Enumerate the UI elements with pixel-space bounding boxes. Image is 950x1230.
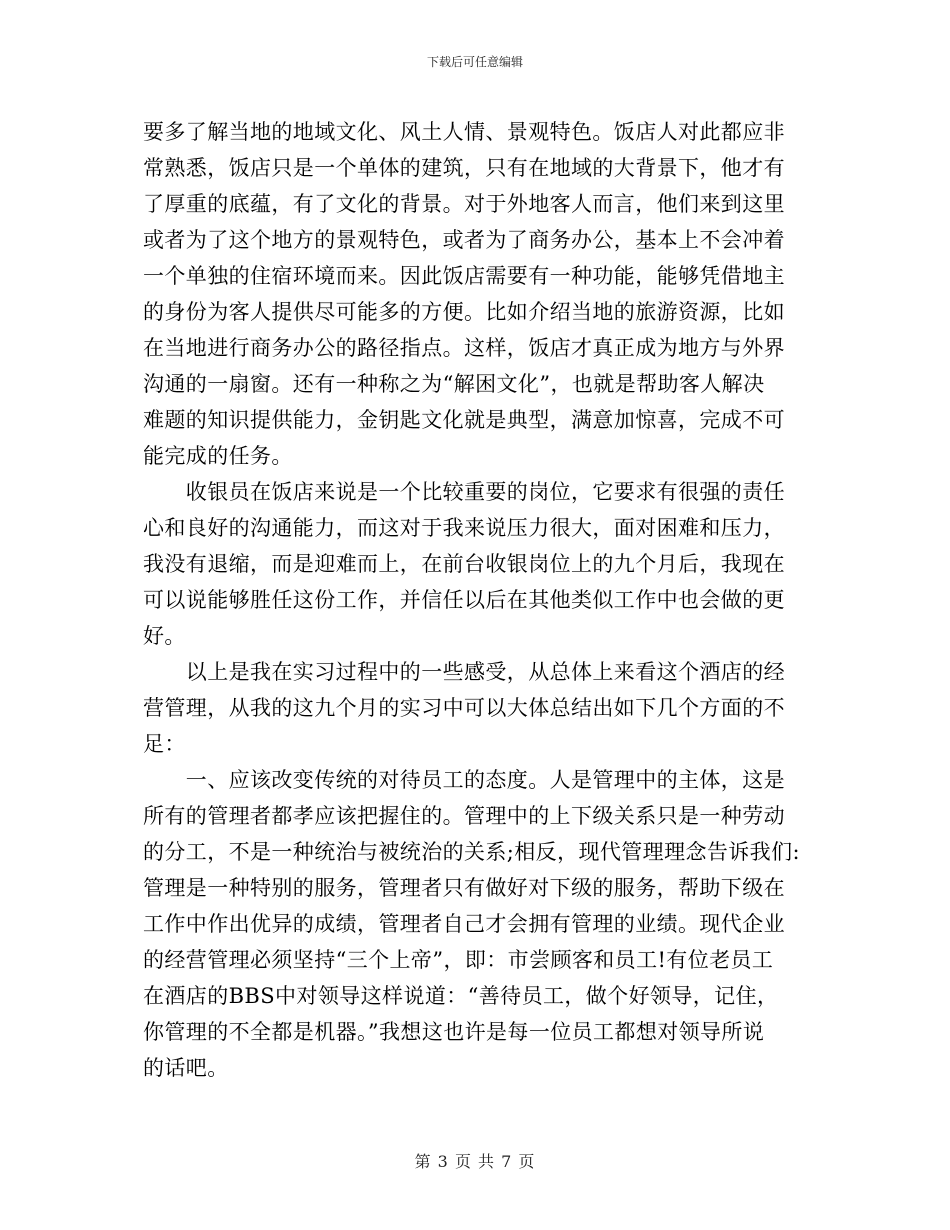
text-line: 在酒店的BBS中对领导这样说道：“善待员工，做个好领导，记住， xyxy=(143,984,779,1008)
text-line: 以上是我在实习过程中的一些感受，从总体上来看这个酒店的经 xyxy=(143,660,785,684)
text-line: 难题的知识提供能力，金钥匙文化就是典型，满意加惊喜，完成不可 xyxy=(143,408,785,432)
text-line: 或者为了这个地方的景观特色，或者为了商务办公，基本上不会冲着 xyxy=(143,228,785,252)
text-line: 常熟悉，饭店只是一个单体的建筑，只有在地域的大背景下，他才有 xyxy=(143,156,785,180)
text-line: 在当地进行商务办公的路径指点。这样，饭店才真正成为地方与外界 xyxy=(143,336,785,360)
text-line: 能完成的任务。 xyxy=(143,444,293,468)
text-line: 管理是一种特别的服务，管理者只有做好对下级的服务，帮助下级在 xyxy=(143,876,785,900)
text-line: 的身份为客人提供尽可能多的方便。比如介绍当地的旅游资源，比如 xyxy=(143,300,785,324)
page-header: 下载后可任意编辑 xyxy=(426,55,523,69)
text-line: 好。 xyxy=(143,624,186,648)
text-line: 心和良好的沟通能力，而这对于我来说压力很大，面对困难和压力， xyxy=(143,516,785,540)
text-line: 的话吧。 xyxy=(143,1056,229,1080)
text-line: 一个单独的住宿环境而来。因此饭店需要有一种功能，能够凭借地主 xyxy=(143,264,785,288)
text-line: 一、应该改变传统的对待员工的态度。人是管理中的主体，这是 xyxy=(143,768,785,792)
text-line: 要多了解当地的地域文化、风土人情、景观特色。饭店人对此都应非 xyxy=(143,120,785,144)
text-line: 可以说能够胜任这份工作，并信任以后在其他类似工作中也会做的更 xyxy=(143,588,785,612)
text-line: 足： xyxy=(143,732,186,756)
text-line: 所有的管理者都孝应该把握住的。管理中的上下级关系只是一种劳动 xyxy=(143,804,785,828)
page-footer: 第 3 页 共 7 页 xyxy=(414,1152,536,1171)
text-line: 营管理，从我的这九个月的实习中可以大体总结出如下几个方面的不 xyxy=(143,696,785,720)
text-line: 你管理的不全都是机器。”我想这也许是每一位员工都想对领导所说 xyxy=(143,1020,765,1044)
text-line: 我没有退缩，而是迎难而上，在前台收银岗位上的九个月后，我现在 xyxy=(143,552,785,576)
document-body xyxy=(143,114,807,1086)
text-line: 收银员在饭店来说是一个比较重要的岗位，它要求有很强的责任 xyxy=(143,480,785,504)
text-line: 工作中作出优异的成绩，管理者自己才会拥有管理的业绩。现代企业 xyxy=(143,912,785,936)
text-line: 沟通的一扇窗。还有一种称之为“解困文化”，也就是帮助客人解决 xyxy=(143,372,765,396)
text-line: 的分工，不是一种统治与被统治的关系;相反，现代管理理念告诉我们: xyxy=(143,840,800,864)
text-line: 了厚重的底蕴，有了文化的背景。对于外地客人而言，他们来到这里 xyxy=(143,192,785,216)
text-line: 的经营管理必须坚持“三个上帝”，即：市尝顾客和员工!有位老员工 xyxy=(143,948,774,972)
